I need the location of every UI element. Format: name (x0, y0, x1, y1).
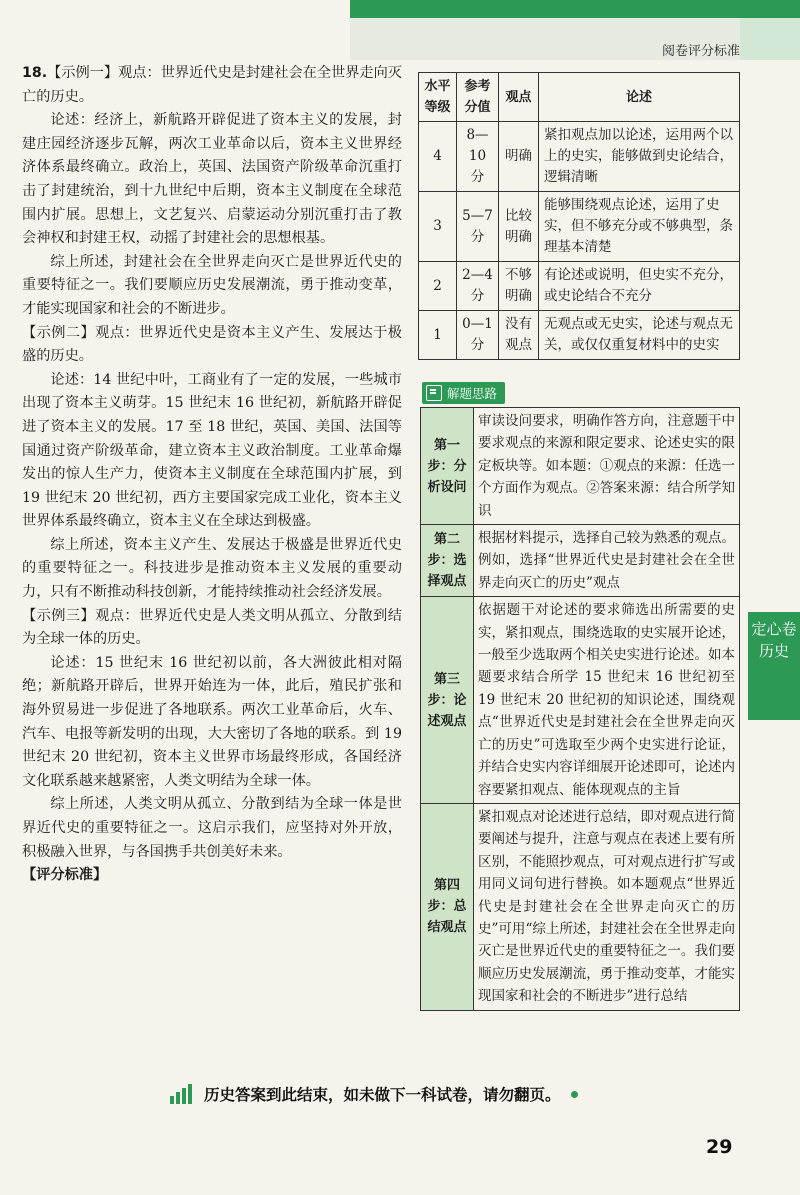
header-title: 阅卷评分标准 (661, 44, 740, 59)
example-2-heading: 【示例二】观点：世界近代史是资本主义产生、发展达于极盛的历史。 (22, 324, 402, 365)
step-label: 第四步：总结观点 (421, 803, 474, 1010)
paragraph: 论述：14 世纪中叶，工商业有了一定的发展，一些城市出现了资本主义萌芽。15 世纪末 16 世纪初，新航路开辟促进了资本主义的发展。17 至 18 世纪，英国、美国、法国等国通过资产阶级革命，建立资本主义政治制度。工业革命爆发出的惊人生产力，使资本主义制度在全球范围内扩展，到 19 世纪末 20 世纪初，西方主要国家完成工业化，资本主义世界体系最终确立，资本主义在全球达到极盛。 (22, 371, 402, 530)
dot-icon (571, 1091, 578, 1098)
bars-icon (170, 1084, 194, 1104)
rubric-view: 比较明确 (499, 192, 539, 262)
rubric-desc: 紧扣观点加以论述，运用两个以上的史实，能够做到史论结合，逻辑清晰 (539, 122, 740, 192)
rubric-header: 水平等级 (419, 73, 457, 122)
step-row (421, 408, 740, 525)
paragraph: 综上所述，人类文明从孤立、分散到结为全球一体是世界近代史的重要特征之一。这启示我们，应坚持对外开放，积极融入世界，与各国携手共创美好未来。 (22, 796, 402, 860)
side-tab-line-2: 历史 (758, 642, 789, 660)
rubric-level: 3 (419, 192, 457, 262)
answer-column (22, 62, 402, 888)
step-text: 审读设问要求，明确作答方向，注意题干中要求观点的来源和限定要求、论述史实的限定板块等。如本题：①观点的来源：任选一个方面作为观点。②答案来源：结合所学知识 (474, 408, 740, 525)
thinking-tag (422, 382, 505, 404)
example-3-heading: 【示例三】观点：世界近代史是人类文明从孤立、分散到结为全球一体的历史。 (22, 607, 402, 648)
step-row (421, 597, 740, 804)
rubric-score: 2—4 分 (457, 262, 499, 311)
rubric-level: 2 (419, 262, 457, 311)
rubric-desc: 能够围绕观点论述，运用了史实，但不够充分或不够典型，条理基本清楚 (539, 192, 740, 262)
rubric-level: 1 (419, 311, 457, 360)
footer (170, 1083, 578, 1105)
step-label: 第二步：选择观点 (421, 525, 474, 597)
side-tab (748, 612, 800, 720)
page-number: 29 (706, 1136, 733, 1158)
thinking-tag-label: 解题思路 (447, 386, 498, 401)
scoring-label: 【评分标准】 (22, 867, 108, 884)
step-text: 依据题干对论述的要求筛选出所需要的史实，紧扣观点，围绕选取的史实展开论述，一般至少选取两个相关史实进行论述。如本题要求结合所学 15 世纪末 16 世纪初至 19 世纪末 20 世纪初的知识论述，围绕观点“世界近代史是封建社会在全世界走向灭亡的历史”可选取至少两个史实进行论证，并结合史实内容详细展开论述即可，论述内容要紧扣观点、能体现观点的主旨 (474, 597, 740, 804)
rubric-desc: 无观点或无史实，论述与观点无关，或仅仅重复材料中的史实 (539, 311, 740, 360)
step-label: 第三步：论述观点 (421, 597, 474, 804)
paragraph-text: 【示例一】观点：世界近代史是封建社会在全世界走向灭亡的历史。 (22, 65, 402, 105)
rubric-header: 观点 (499, 73, 539, 122)
top-accent-bar (350, 0, 800, 18)
notepad-icon (426, 385, 442, 401)
paragraph: 综上所述，封建社会在全世界走向灭亡是世界近代史的重要特征之一。我们要顺应历史发展潮流，勇于推动变革，才能实现国家和社会的不断进步。 (22, 253, 402, 317)
rubric-table (418, 72, 740, 360)
paragraph: 论述：经济上，新航路开辟促进了资本主义的发展，封建庄园经济逐步瓦解，两次工业革命以后，资本主义世界经济体系最终确立。政治上，英国、法国资产阶级革命沉重打击了封建统治，到十九世纪中后期，资本主义制度在全球范围内扩展。思想上，文艺复兴、启蒙运动分别沉重打击了教会神权和封建王权，动摇了封建社会的思想根基。 (22, 112, 402, 247)
top-corner-decoration (740, 18, 800, 60)
paragraph: 论述：15 世纪末 16 世纪初以前，各大洲彼此相对隔绝；新航路开辟后，世界开始连为一体，此后，殖民扩张和海外贸易进一步促进了各地联系。两次工业革命后，火车、汽车、电报等新发明的出现，大大密切了各地的联系。到 19 世纪末 20 世纪初，资本主义世界市场最终形成，各国经济文化联系越来越紧密，人类文明结为全球一体。 (22, 654, 402, 789)
step-label: 第一步：分析设问 (421, 408, 474, 525)
rubric-row (419, 192, 740, 262)
rubric-header-row (419, 73, 740, 122)
rubric-view: 没有观点 (499, 311, 539, 360)
rubric-header: 参考分值 (457, 73, 499, 122)
rubric-score: 0—1 分 (457, 311, 499, 360)
step-text: 根据材料提示，选择自己较为熟悉的观点。例如，选择“世界近代史是封建社会在全世界走向灭亡的历史”观点 (474, 525, 740, 597)
example-1-heading (22, 62, 402, 109)
paragraph: 综上所述，资本主义产生、发展达于极盛是世界近代史的重要特征之一。科技进步是推动资本主义发展的重要动力，只有不断推动科技创新，才能持续推动社会经济发展。 (22, 536, 402, 601)
rubric-view: 不够明确 (499, 262, 539, 311)
step-row (421, 803, 740, 1010)
rubric-score: 5—7 分 (457, 192, 499, 262)
question-number: 18. (22, 65, 48, 81)
rubric-score: 8—10 分 (457, 122, 499, 192)
steps-table (420, 407, 740, 1011)
side-tab-line-1: 定心卷 (751, 620, 797, 638)
rubric-row (419, 311, 740, 360)
step-row (421, 525, 740, 597)
rubric-view: 明确 (499, 122, 539, 192)
footer-text: 历史答案到此结束，如未做下一科试卷，请勿翻页。 (204, 1086, 561, 1104)
rubric-header: 论述 (539, 73, 740, 122)
rubric-desc: 有论述或说明，但史实不充分，或史论结合不充分 (539, 262, 740, 311)
rubric-row (419, 122, 740, 192)
rubric-level: 4 (419, 122, 457, 192)
rubric-row (419, 262, 740, 311)
step-text: 紧扣观点对论述进行总结，即对观点进行简要阐述与提升，注意与观点在表述上要有所区别，不能照抄观点，可对观点进行扩写或用同义词句进行替换。如本题观点“世界近代史是封建社会在全世界走向灭亡的历史”可用“综上所述，封建社会在全世界走向灭亡是世界近代史的重要特征之一。我们要顺应历史发展潮流，勇于推动变革，才能实现国家和社会的不断进步”进行总结 (474, 803, 740, 1010)
